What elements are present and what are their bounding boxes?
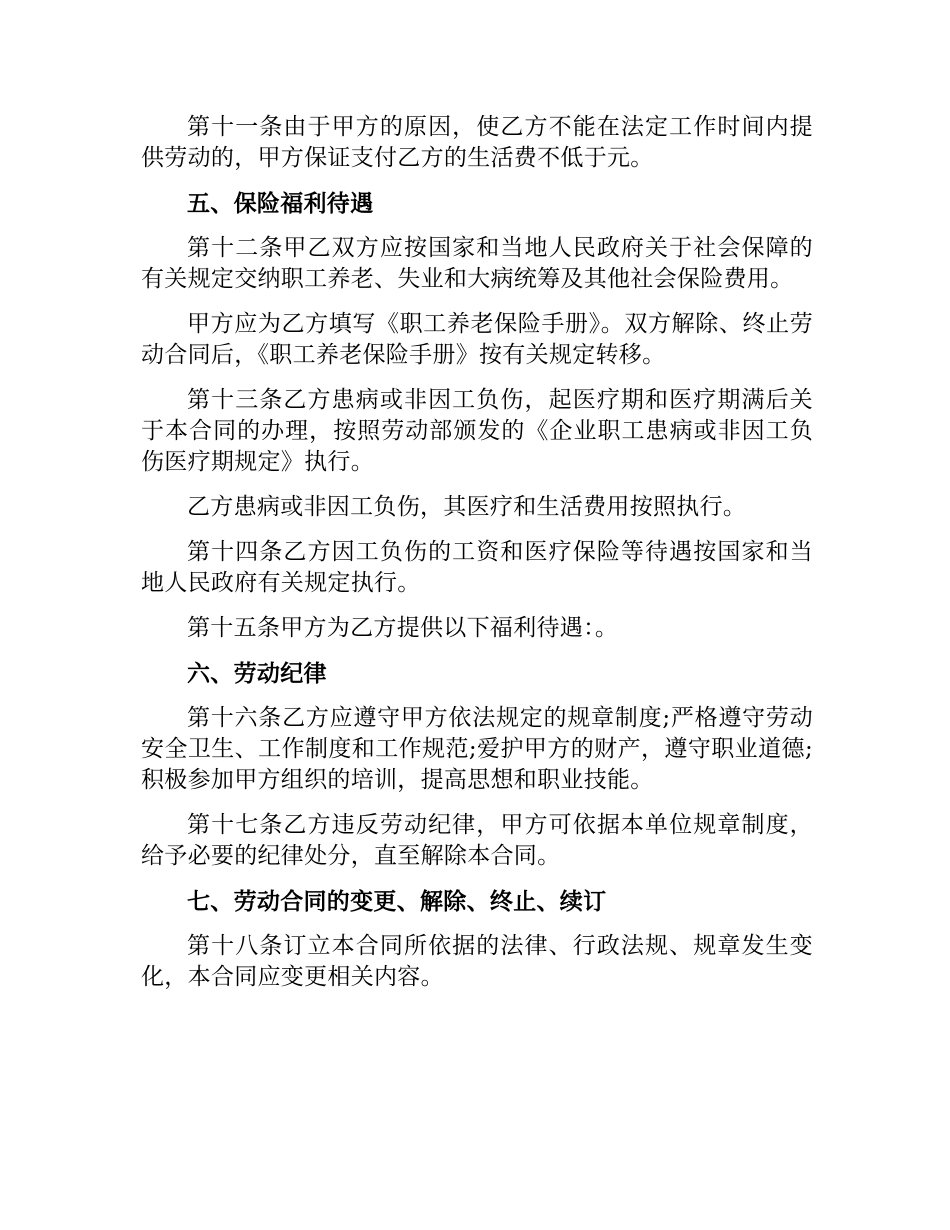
document-body [141, 112, 813, 1007]
article-18-paragraph: 第十八条订立本合同所依据的法律、行政法规、规章发生变化，本合同应变更相关内容。 [141, 933, 813, 990]
article-14-paragraph: 第十四条乙方因工负伤的工资和医疗保险等待遇按国家和当地人民政府有关规定执行。 [141, 539, 813, 596]
article-12-paragraph: 第十二条甲乙双方应按国家和当地人民政府关于社会保障的有关规定交纳职工养老、失业和大病统筹及其他社会保险费用。 [141, 235, 813, 292]
section-heading-labor-discipline: 六、劳动纪律 [187, 660, 327, 687]
medical-expenses-paragraph: 乙方患病或非因工负伤，其医疗和生活费用按照执行。 [187, 494, 747, 520]
article-17-paragraph: 第十七条乙方违反劳动纪律，甲方可依据本单位规章制度，给予必要的纪律处分，直至解除本合同。 [141, 812, 813, 869]
article-16-paragraph: 第十六条乙方应遵守甲方依法规定的规章制度;严格遵守劳动安全卫生、工作制度和工作规范;爱护甲方的财产，遵守职业道德;积极参加甲方组织的培训，提高思想和职业技能。 [141, 705, 813, 793]
article-15-paragraph: 第十五条甲方为乙方提供以下福利待遇：。 [187, 615, 619, 641]
section-heading-insurance-welfare: 五、保险福利待遇 [187, 190, 374, 217]
article-11-paragraph: 第十一条由于甲方的原因，使乙方不能在法定工作时间内提供劳动的，甲方保证支付乙方的生活费不低于元。 [141, 114, 813, 171]
section-heading-contract-changes: 七、劳动合同的变更、解除、终止、续订 [187, 888, 607, 915]
article-13-paragraph: 第十三条乙方患病或非因工负伤，起医疗期和医疗期满后关于本合同的办理，按照劳动部颁发的《企业职工患病或非因工负伤医疗期规定》执行。 [141, 387, 813, 475]
pension-handbook-paragraph: 甲方应为乙方填写《职工养老保险手册》。双方解除、终止劳动合同后，《职工养老保险手册》按有关规定转移。 [141, 311, 813, 368]
